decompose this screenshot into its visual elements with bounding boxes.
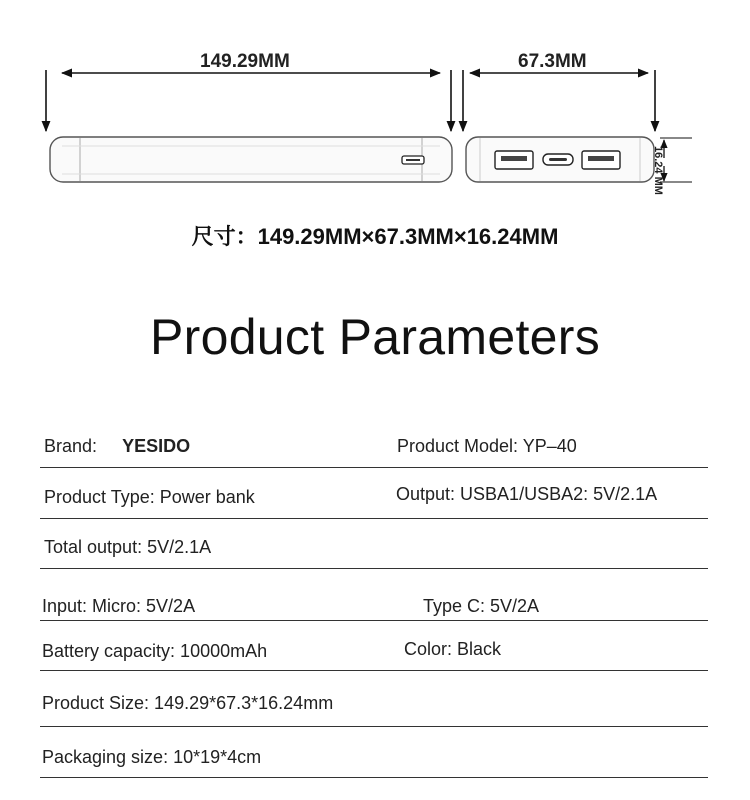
length-dimension-line: [46, 70, 451, 131]
row-divider: [40, 670, 708, 671]
type-field: Product Type: Power bank: [44, 487, 255, 507]
color-field: Color: Black: [404, 639, 502, 659]
input-micro-field: Input: Micro: 5V/2A: [42, 596, 196, 616]
dimensions-line: [0, 220, 750, 251]
brand-value: YESIDO: [122, 436, 191, 456]
row-divider: [40, 518, 708, 519]
brand-field: [44, 436, 190, 457]
total-output-field: Total output: 5V/2.1A: [44, 537, 212, 557]
dimensions-value: 149.29MM×67.3MM×16.24MM: [257, 224, 559, 249]
model-field: Product Model: YP–40: [397, 436, 577, 456]
row-divider: [40, 620, 708, 621]
row-divider: [40, 726, 708, 727]
dimensions-prefix: 尺寸：: [191, 225, 258, 250]
row-divider: [40, 568, 708, 569]
dimension-diagram: [0, 0, 750, 200]
input-typec-field: Type C: 5V/2A: [423, 596, 540, 616]
packaging-size-field: Packaging size: 10*19*4cm: [42, 747, 262, 767]
brand-label: Brand:: [44, 436, 98, 456]
row-divider: [40, 777, 708, 778]
page-title: Product Parameters: [149, 309, 601, 365]
row-divider: [40, 467, 708, 468]
product-size-field: Product Size: 149.29*67.3*16.24mm: [42, 693, 334, 713]
thickness-dimension-line: [660, 138, 692, 182]
power-bank-side-view: [50, 137, 452, 182]
thickness-label-text: 16.24 MM: [652, 146, 664, 195]
width-dimension-line: [463, 70, 655, 131]
width-label: 67.3MM: [518, 51, 587, 72]
output-field: Output: USBA1/USBA2: 5V/2.1A: [396, 484, 658, 504]
power-bank-end-view: [466, 137, 654, 182]
length-label: 149.29MM: [200, 51, 290, 72]
capacity-field: Battery capacity: 10000mAh: [42, 641, 268, 661]
thickness-label: [652, 146, 664, 195]
